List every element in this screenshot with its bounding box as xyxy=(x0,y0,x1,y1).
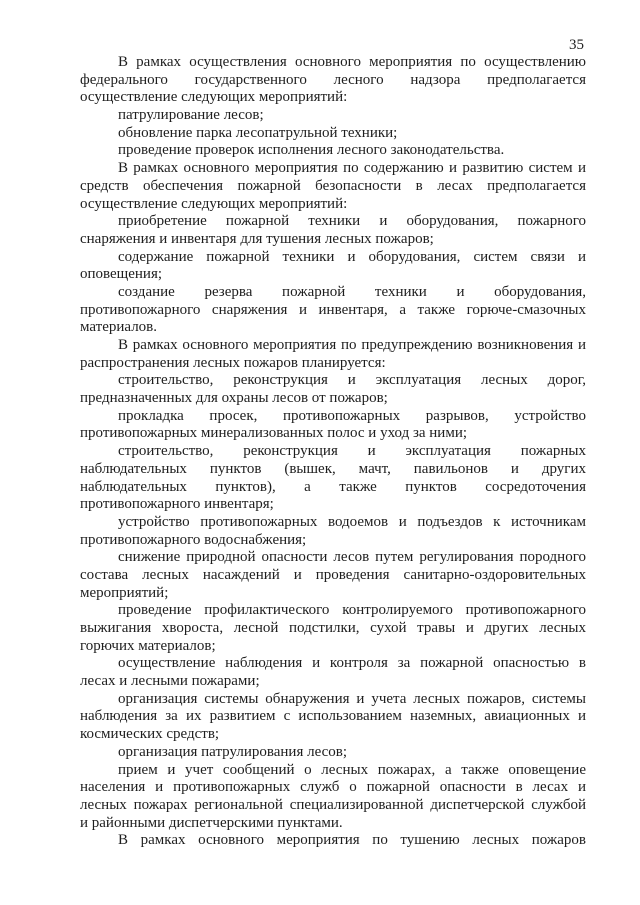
text-line: материалов. xyxy=(80,319,158,336)
text-line: прием и учет сообщений о лесных пожарах, а также оповещение xyxy=(118,761,586,778)
text-line: устройство противопожарных водоемов и подъездов к источникам xyxy=(118,513,586,530)
text-line: снаряжения и инвентаря для тушения лесных пожаров; xyxy=(80,230,434,247)
text-line: снижение природной опасности лесов путем регулирования породного xyxy=(118,549,586,566)
paragraph xyxy=(80,160,586,213)
paragraph xyxy=(80,213,586,248)
text-line: лесных пожарах региональной специализированной диспетчерской службой xyxy=(80,796,586,813)
paragraph xyxy=(80,54,586,107)
text-line: противопожарного снаряжения и инвентаря, а также горюче-смазочных xyxy=(80,301,586,318)
text-line: проведение профилактического контролируемого противопожарного xyxy=(118,602,586,619)
text-line: проведение проверок исполнения лесного законодательства. xyxy=(118,142,505,159)
text-line: оповещения; xyxy=(80,266,163,283)
text-line: состава лесных насаждений и проведения санитарно-оздоровительных xyxy=(80,566,586,583)
paragraph xyxy=(80,602,586,655)
page-number: 35 xyxy=(569,37,584,53)
text-line: В рамках основного мероприятия по тушению лесных пожаров xyxy=(118,832,586,849)
text-line: населения и противопожарных служб о пожарной опасности в лесах и xyxy=(80,779,586,796)
paragraph xyxy=(80,443,586,514)
paragraph xyxy=(80,107,586,125)
text-line: лесах и лесными пожарами; xyxy=(80,673,260,690)
paragraph xyxy=(80,408,586,443)
paragraph xyxy=(80,549,586,602)
text-line: противопожарного инвентаря; xyxy=(80,496,274,513)
paragraph xyxy=(80,744,586,762)
text-line: распространения лесных пожаров планируется: xyxy=(80,354,386,371)
text-line: прокладка просек, противопожарных разрывов, устройство xyxy=(118,407,586,424)
paragraph xyxy=(80,284,586,337)
document-body xyxy=(80,54,586,850)
paragraph xyxy=(80,142,586,160)
text-line: предназначенных для охраны лесов от пожаров; xyxy=(80,390,388,407)
text-line: космических средств; xyxy=(80,726,220,743)
text-line: и районными диспетчерскими пунктами. xyxy=(80,814,343,831)
text-line: В рамках осуществления основного мероприятия по осуществлению xyxy=(118,54,586,70)
text-line: осуществление следующих мероприятий: xyxy=(80,89,348,106)
text-line: наблюдательных пунктов), а также пунктов сосредоточения xyxy=(80,478,586,495)
text-line: создание резерва пожарной техники и оборудования, xyxy=(118,283,586,300)
text-line: патрулирование лесов; xyxy=(118,107,264,124)
paragraph xyxy=(80,125,586,143)
text-line: противопожарного водоснабжения; xyxy=(80,531,307,548)
paragraph xyxy=(80,514,586,549)
text-line: наблюдения за их развитием с использованием наземных, авиационных и xyxy=(80,708,586,725)
paragraph xyxy=(80,655,586,690)
text-line: осуществление наблюдения и контроля за пожарной опасностью в xyxy=(118,655,586,672)
text-line: В рамках основного мероприятия по предупреждению возникновения и xyxy=(118,337,586,353)
text-line: выжигания хвороста, лесной подстилки, сухой травы и других лесных xyxy=(80,620,586,636)
text-line: организация системы обнаружения и учета лесных пожаров, системы xyxy=(118,690,586,707)
paragraph xyxy=(80,691,586,744)
text-line: строительство, реконструкция и эксплуатация пожарных xyxy=(118,443,586,460)
paragraph xyxy=(80,762,586,833)
text-line: организация патрулирования лесов; xyxy=(118,743,348,760)
text-line: приобретение пожарной техники и оборудования, пожарного xyxy=(118,213,586,230)
text-line: мероприятий; xyxy=(80,584,169,601)
text-line: осуществление следующих мероприятий: xyxy=(80,195,348,212)
text-line: В рамках основного мероприятия по содержанию и развитию систем и xyxy=(118,160,586,177)
paragraph xyxy=(80,372,586,407)
paragraph xyxy=(80,337,586,372)
text-line: горючих материалов; xyxy=(80,637,216,654)
text-line: наблюдательных пунктов (вышек, мачт, павильонов и других xyxy=(80,460,586,477)
paragraph xyxy=(80,249,586,284)
paragraph xyxy=(80,832,586,850)
text-line: строительство, реконструкция и эксплуатация лесных дорог, xyxy=(118,372,586,389)
text-line: содержание пожарной техники и оборудования, систем связи и xyxy=(118,248,586,265)
text-line: обновление парка лесопатрульной техники; xyxy=(118,124,398,141)
text-line: средств обеспечения пожарной безопасности в лесах предполагается xyxy=(80,177,586,194)
text-line: противопожарных минерализованных полос и уход за ними; xyxy=(80,425,468,442)
text-line: федерального государственного лесного надзора предполагается xyxy=(80,71,586,88)
